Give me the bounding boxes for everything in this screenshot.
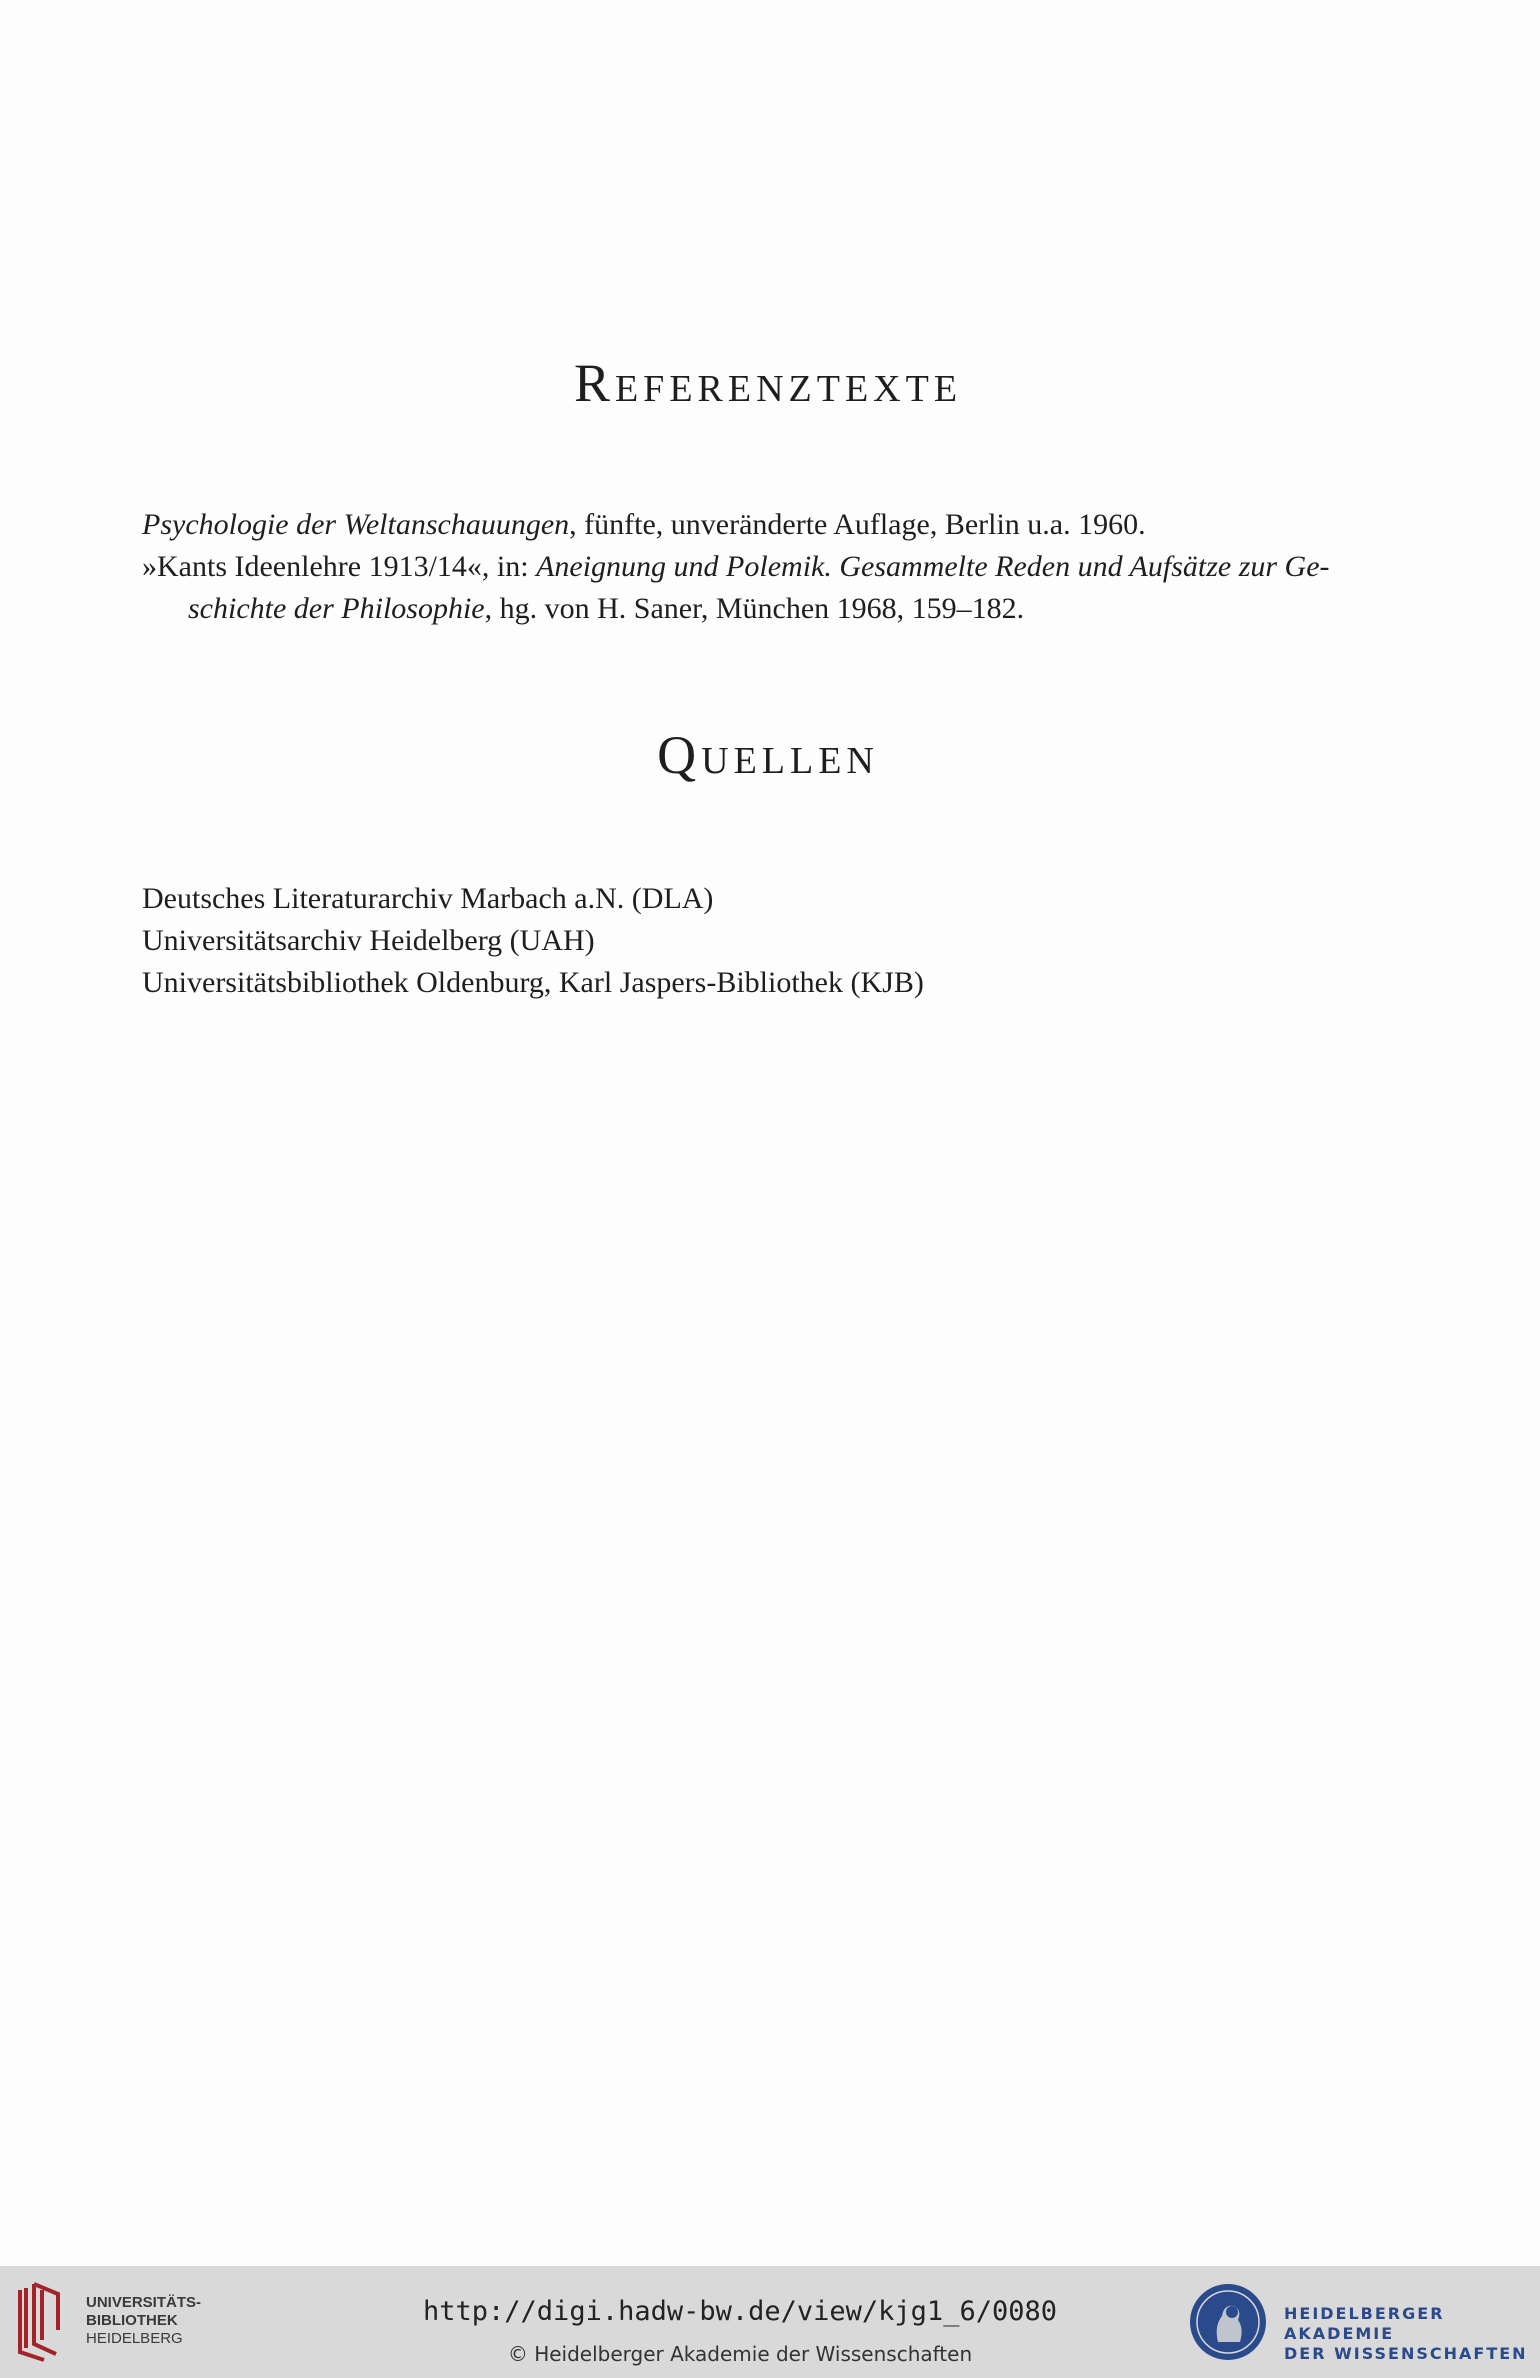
reference-details: , fünfte, unveränderte Auflage, Berlin u.a. 1960. bbox=[569, 508, 1146, 541]
academy-line: HEIDELBERGER AKADEMIE bbox=[1284, 2304, 1445, 2343]
heading-referenztexte: Referenztexte bbox=[573, 353, 963, 413]
ub-line: BIBLIOTHEK bbox=[86, 2312, 178, 2329]
source-item: Universitätsbibliothek Oldenburg, Karl Jaspers-Bibliothek (KJB) bbox=[142, 966, 924, 999]
reference-book-title: Aneignung und Polemik. Gesammelte Reden und Aufsätze zur Ge-schichte der Philosophie bbox=[188, 550, 1330, 625]
reference-article: »Kants Ideenlehre 1913/14«, in: bbox=[142, 550, 537, 583]
reference-details: , hg. von H. Saner, München 1968, 159–182. bbox=[484, 592, 1025, 625]
permalink-url[interactable]: http://digi.hadw-bw.de/view/kjg1_6/0080 bbox=[423, 2296, 1057, 2327]
source-item: Universitätsarchiv Heidelberg (UAH) bbox=[142, 924, 595, 957]
reference-entry bbox=[142, 546, 1393, 630]
reference-title: Psychologie der Weltanschauungen bbox=[142, 508, 570, 541]
ub-line: UNIVERSITÄTS- bbox=[86, 2294, 202, 2311]
source-item: Deutsches Literaturarchiv Marbach a.N. (DLA) bbox=[142, 882, 714, 915]
reference-entry bbox=[142, 504, 1347, 546]
academy-seal-icon[interactable] bbox=[1188, 2282, 1268, 2362]
copyright-notice: © Heidelberger Akademie der Wissenschaften bbox=[507, 2342, 973, 2366]
footer-bar bbox=[0, 2266, 1540, 2378]
academy-line: DER WISSENSCHAFTEN bbox=[1284, 2344, 1528, 2363]
academy-label[interactable] bbox=[1284, 2304, 1540, 2364]
heading-quellen: Quellen bbox=[657, 725, 879, 785]
ub-line: HEIDELBERG bbox=[86, 2330, 183, 2347]
